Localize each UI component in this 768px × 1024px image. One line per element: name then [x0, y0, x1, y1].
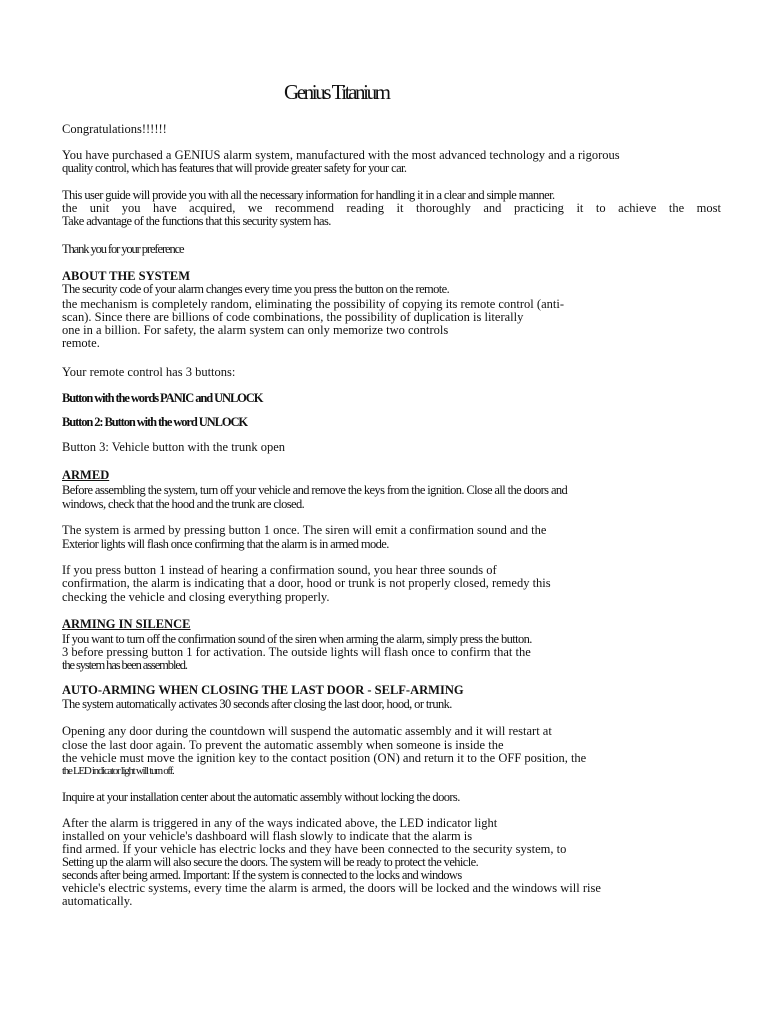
about-line-4: one in a billion. For safety, the alarm system can only memorize two controls: [62, 323, 449, 337]
about-line-5: remote.: [62, 336, 100, 350]
greeting: Congratulations!!!!!!: [62, 122, 167, 136]
about-heading: ABOUT THE SYSTEM: [62, 269, 191, 283]
about-line-3: scan). Since there are billions of code combinations, the possibility of duplication is literally: [62, 310, 524, 324]
armed-line-1: Before assembling the system, turn off your vehicle and remove the keys from the ignition. Close all the doors and: [62, 483, 568, 497]
auto-line-12: vehicle's electric systems, every time the alarm is armed, the doors will be locked and the windows will rise: [62, 881, 601, 895]
auto-line-6: Inquire at your installation center about the automatic assembly without locking the doors.: [62, 790, 460, 804]
auto-line-10: Setting up the alarm will also secure the doors. The system will be ready to protect the vehicle.: [62, 855, 479, 869]
armed-line-3: The system is armed by pressing button 1 once. The siren will emit a confirmation sound and the: [62, 523, 547, 537]
auto-line-5: the LED indicator light will turn off.: [62, 765, 174, 777]
silence-line-3: the system has been assembled.: [62, 658, 187, 672]
auto-line-4: the vehicle must move the ignition key to the contact position (ON) and return it to the OFF position, the: [62, 751, 587, 765]
thanks-text: Thank you for your preference: [62, 242, 184, 256]
auto-line-3: close the last door again. To prevent the automatic assembly when someone is inside the: [62, 738, 504, 752]
intro-line-3: This user guide will provide you with all the necessary information for handling it in a clear and simple manner.: [62, 188, 555, 202]
button-2-desc: Button 2: Button with the word UNLOCK: [62, 415, 248, 429]
armed-line-7: checking the vehicle and closing everything properly.: [62, 590, 330, 604]
auto-line-11: seconds after being armed. Important: If the system is connected to the locks and windows: [62, 868, 462, 882]
about-line-2: the mechanism is completely random, eliminating the possibility of copying its remote control (anti-: [62, 297, 564, 311]
intro-line-2: quality control, which has features that will provide greater safety for your car.: [62, 161, 407, 175]
armed-line-5: If you press button 1 instead of hearing a confirmation sound, you hear three sounds of: [62, 563, 497, 577]
intro-line-1: You have purchased a GENIUS alarm system, manufactured with the most advanced technology and a rigorous: [62, 148, 620, 162]
auto-line-1: The system automatically activates 30 seconds after closing the last door, hood, or trunk.: [62, 697, 452, 711]
auto-line-13: automatically.: [62, 894, 133, 908]
silence-heading: ARMING IN SILENCE: [62, 617, 191, 631]
buttons-intro: Your remote control has 3 buttons:: [62, 365, 236, 379]
button-1-desc: Button with the words PANIC and UNLOCK: [62, 391, 263, 405]
armed-line-4: Exterior lights will flash once confirming that the alarm is in armed mode.: [62, 537, 389, 551]
about-line-1: The security code of your alarm changes every time you press the button on the remote.: [62, 282, 450, 296]
armed-line-6: confirmation, the alarm is indicating that a door, hood or trunk is not properly closed, remedy this: [62, 576, 551, 590]
auto-heading: AUTO-ARMING WHEN CLOSING THE LAST DOOR - SELF-ARMING: [62, 683, 464, 697]
auto-line-7: After the alarm is triggered in any of the ways indicated above, the LED indicator light: [62, 816, 498, 830]
auto-line-8: installed on your vehicle's dashboard will flash slowly to indicate that the alarm is: [62, 829, 473, 843]
armed-heading: ARMED: [62, 468, 110, 482]
auto-line-2: Opening any door during the countdown will suspend the automatic assembly and it will restart at: [62, 724, 552, 738]
armed-line-2: windows, check that the hood and the trunk are closed.: [62, 497, 305, 511]
intro-line-4: the unit you have acquired, we recommend reading it thoroughly and practicing it to achieve the most: [62, 201, 721, 215]
silence-line-1: If you want to turn off the confirmation sound of the siren when arming the alarm, simply press the button.: [62, 632, 532, 646]
intro-line-5: Take advantage of the functions that this security system has.: [62, 214, 331, 228]
silence-line-2: 3 before pressing button 1 for activation. The outside lights will flash once to confirm that the: [62, 645, 531, 659]
page-title: Genius Titanium: [284, 80, 389, 104]
auto-line-9: find armed. If your vehicle has electric locks and they have been connected to the security system, to: [62, 842, 567, 856]
button-3-desc: Button 3: Vehicle button with the trunk open: [62, 440, 286, 454]
